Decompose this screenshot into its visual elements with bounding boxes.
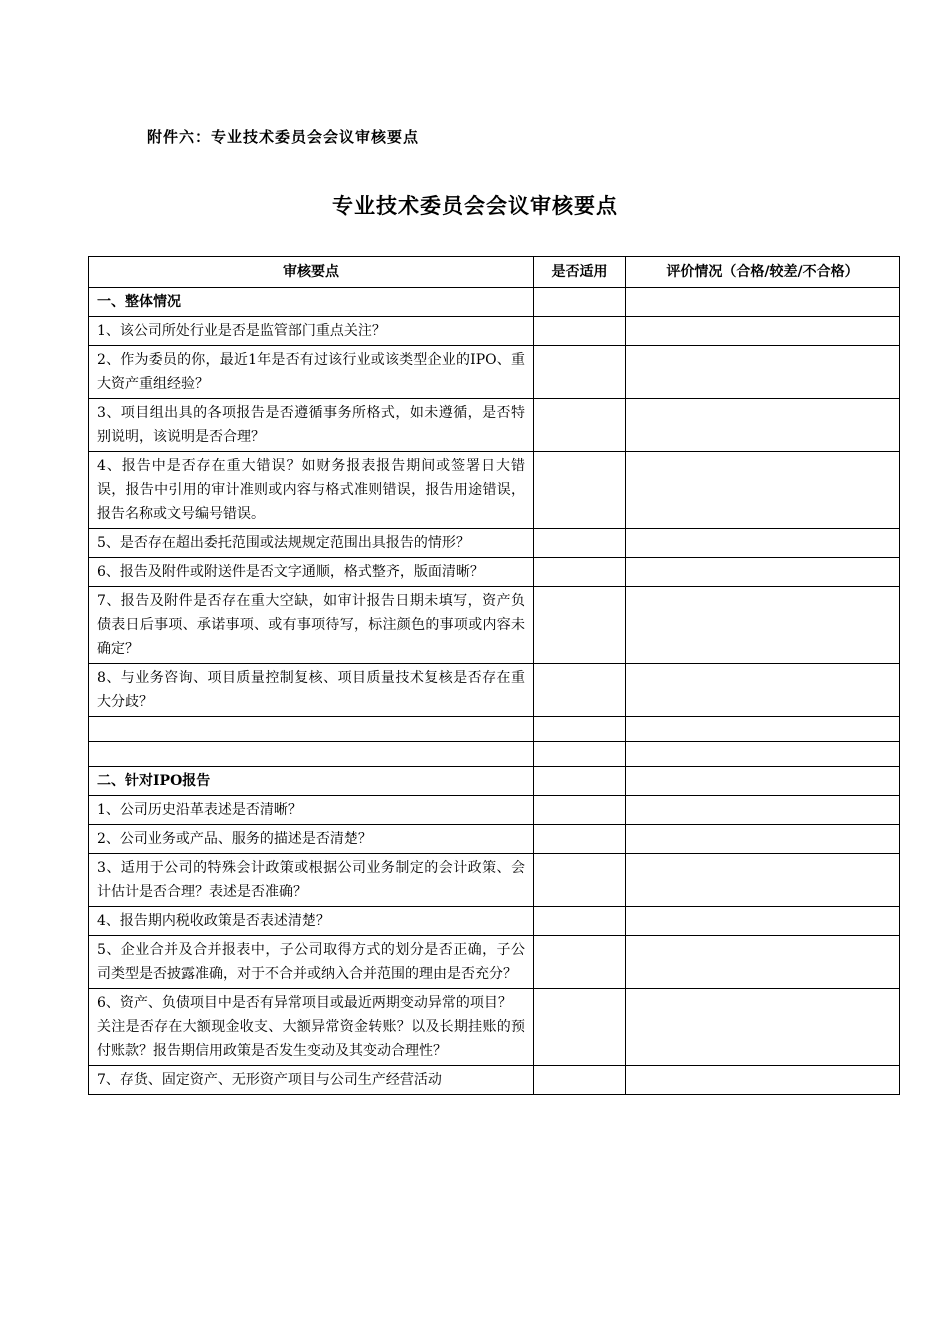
applicable-cell[interactable] (534, 529, 626, 558)
applicable-cell[interactable] (534, 936, 626, 989)
table-row (89, 1066, 900, 1095)
review-point-text: 1、该公司所处行业是否是监管部门重点关注？ (89, 317, 534, 346)
review-point-text (89, 989, 534, 1066)
section-row (89, 288, 900, 317)
evaluation-cell[interactable] (626, 288, 900, 317)
document-title: 专业技术委员会会议审核要点 (332, 193, 618, 218)
applicable-cell[interactable] (534, 317, 626, 346)
review-point-text: 7、报告及附件是否存在重大空缺，如审计报告日期未填写，资产负债表日后事项、承诺事项、或有事项待写，标注颜色的事项或内容未确定？ (89, 587, 534, 664)
applicable-cell[interactable] (534, 907, 626, 936)
table-row (89, 529, 900, 558)
applicable-cell[interactable] (534, 742, 626, 767)
attachment-label: 附件六：专业技术委员会会议审核要点 (147, 128, 420, 146)
applicable-cell[interactable] (534, 717, 626, 742)
table-row (89, 825, 900, 854)
table-row (89, 399, 900, 452)
evaluation-cell[interactable] (626, 664, 900, 717)
table-row (89, 664, 900, 717)
header-review-points: 审核要点 (89, 257, 534, 288)
table-row (89, 558, 900, 587)
table-row (89, 346, 900, 399)
review-point-text: 8、与业务咨询、项目质量控制复核、项目质量技术复核是否存在重大分歧？ (89, 664, 534, 717)
table-row (89, 452, 900, 529)
evaluation-cell[interactable] (626, 346, 900, 399)
evaluation-cell[interactable] (626, 825, 900, 854)
blank-row (89, 742, 900, 767)
table-row (89, 907, 900, 936)
review-point-text: 4、报告期内税收政策是否表述清楚？ (89, 907, 534, 936)
evaluation-cell[interactable] (626, 717, 900, 742)
evaluation-cell[interactable] (626, 529, 900, 558)
review-point-text: 2、作为委员的你，最近1年是否有过该行业或该类型企业的IPO、重大资产重组经验？ (89, 346, 534, 399)
evaluation-cell[interactable] (626, 1066, 900, 1095)
applicable-cell[interactable] (534, 825, 626, 854)
review-point-text: 3、项目组出具的各项报告是否遵循事务所格式，如未遵循，是否特别说明，该说明是否合理？ (89, 399, 534, 452)
review-point-text: 5、企业合并及合并报表中，子公司取得方式的划分是否正确，子公司类型是否披露准确，对于不合并或纳入合并范围的理由是否充分？ (89, 936, 534, 989)
applicable-cell[interactable] (534, 664, 626, 717)
header-evaluation: 评价情况（合格/较差/不合格） (626, 257, 900, 288)
review-point-text: 4、报告中是否存在重大错误？如财务报表报告期间或签署日大错误，报告中引用的审计准则或内容与格式准则错误，报告用途错误，报告名称或文号编号错误。 (89, 452, 534, 529)
table-row (89, 796, 900, 825)
evaluation-cell[interactable] (626, 742, 900, 767)
table-row (89, 989, 900, 1066)
review-point-text: 1、公司历史沿革表述是否清晰？ (89, 796, 534, 825)
header-applicable: 是否适用 (534, 257, 626, 288)
applicable-cell[interactable] (534, 989, 626, 1066)
section-heading: 一、整体情况 (89, 288, 534, 317)
evaluation-cell[interactable] (626, 558, 900, 587)
evaluation-cell[interactable] (626, 452, 900, 529)
blank-row (89, 717, 900, 742)
review-point-note: 关注是否存在大额现金收支、大额异常资金转账？以及长期挂账的预付账款？报告期信用政策是否发生变动及其变动合理性？ (97, 1019, 525, 1059)
applicable-cell[interactable] (534, 558, 626, 587)
table-row (89, 854, 900, 907)
blank-cell[interactable] (89, 717, 534, 742)
review-point-text: 2、公司业务或产品、服务的描述是否清楚？ (89, 825, 534, 854)
evaluation-cell[interactable] (626, 989, 900, 1066)
applicable-cell[interactable] (534, 1066, 626, 1095)
applicable-cell[interactable] (534, 452, 626, 529)
applicable-cell[interactable] (534, 288, 626, 317)
evaluation-cell[interactable] (626, 399, 900, 452)
review-point-main: 6、资产、负债项目中是否有异常项目或最近两期变动异常的项目？ (97, 995, 512, 1011)
table-row (89, 317, 900, 346)
table-row (89, 936, 900, 989)
evaluation-cell[interactable] (626, 796, 900, 825)
applicable-cell[interactable] (534, 346, 626, 399)
section-row (89, 767, 900, 796)
review-point-text: 3、适用于公司的特殊会计政策或根据公司业务制定的会计政策、会计估计是否合理？表述是否准确？ (89, 854, 534, 907)
evaluation-cell[interactable] (626, 317, 900, 346)
review-point-text: 7、存货、固定资产、无形资产项目与公司生产经营活动 (89, 1066, 534, 1095)
review-point-text: 5、是否存在超出委托范围或法规规定范围出具报告的情形？ (89, 529, 534, 558)
applicable-cell[interactable] (534, 854, 626, 907)
table-row (89, 587, 900, 664)
section-heading: 二、针对IPO报告 (89, 767, 534, 796)
table-header-row (89, 257, 900, 288)
evaluation-cell[interactable] (626, 936, 900, 989)
evaluation-cell[interactable] (626, 907, 900, 936)
blank-cell[interactable] (89, 742, 534, 767)
applicable-cell[interactable] (534, 796, 626, 825)
applicable-cell[interactable] (534, 399, 626, 452)
evaluation-cell[interactable] (626, 767, 900, 796)
applicable-cell[interactable] (534, 587, 626, 664)
review-table (88, 256, 900, 1095)
review-point-text: 6、报告及附件或附送件是否文字通顺，格式整齐，版面清晰？ (89, 558, 534, 587)
applicable-cell[interactable] (534, 767, 626, 796)
evaluation-cell[interactable] (626, 854, 900, 907)
evaluation-cell[interactable] (626, 587, 900, 664)
